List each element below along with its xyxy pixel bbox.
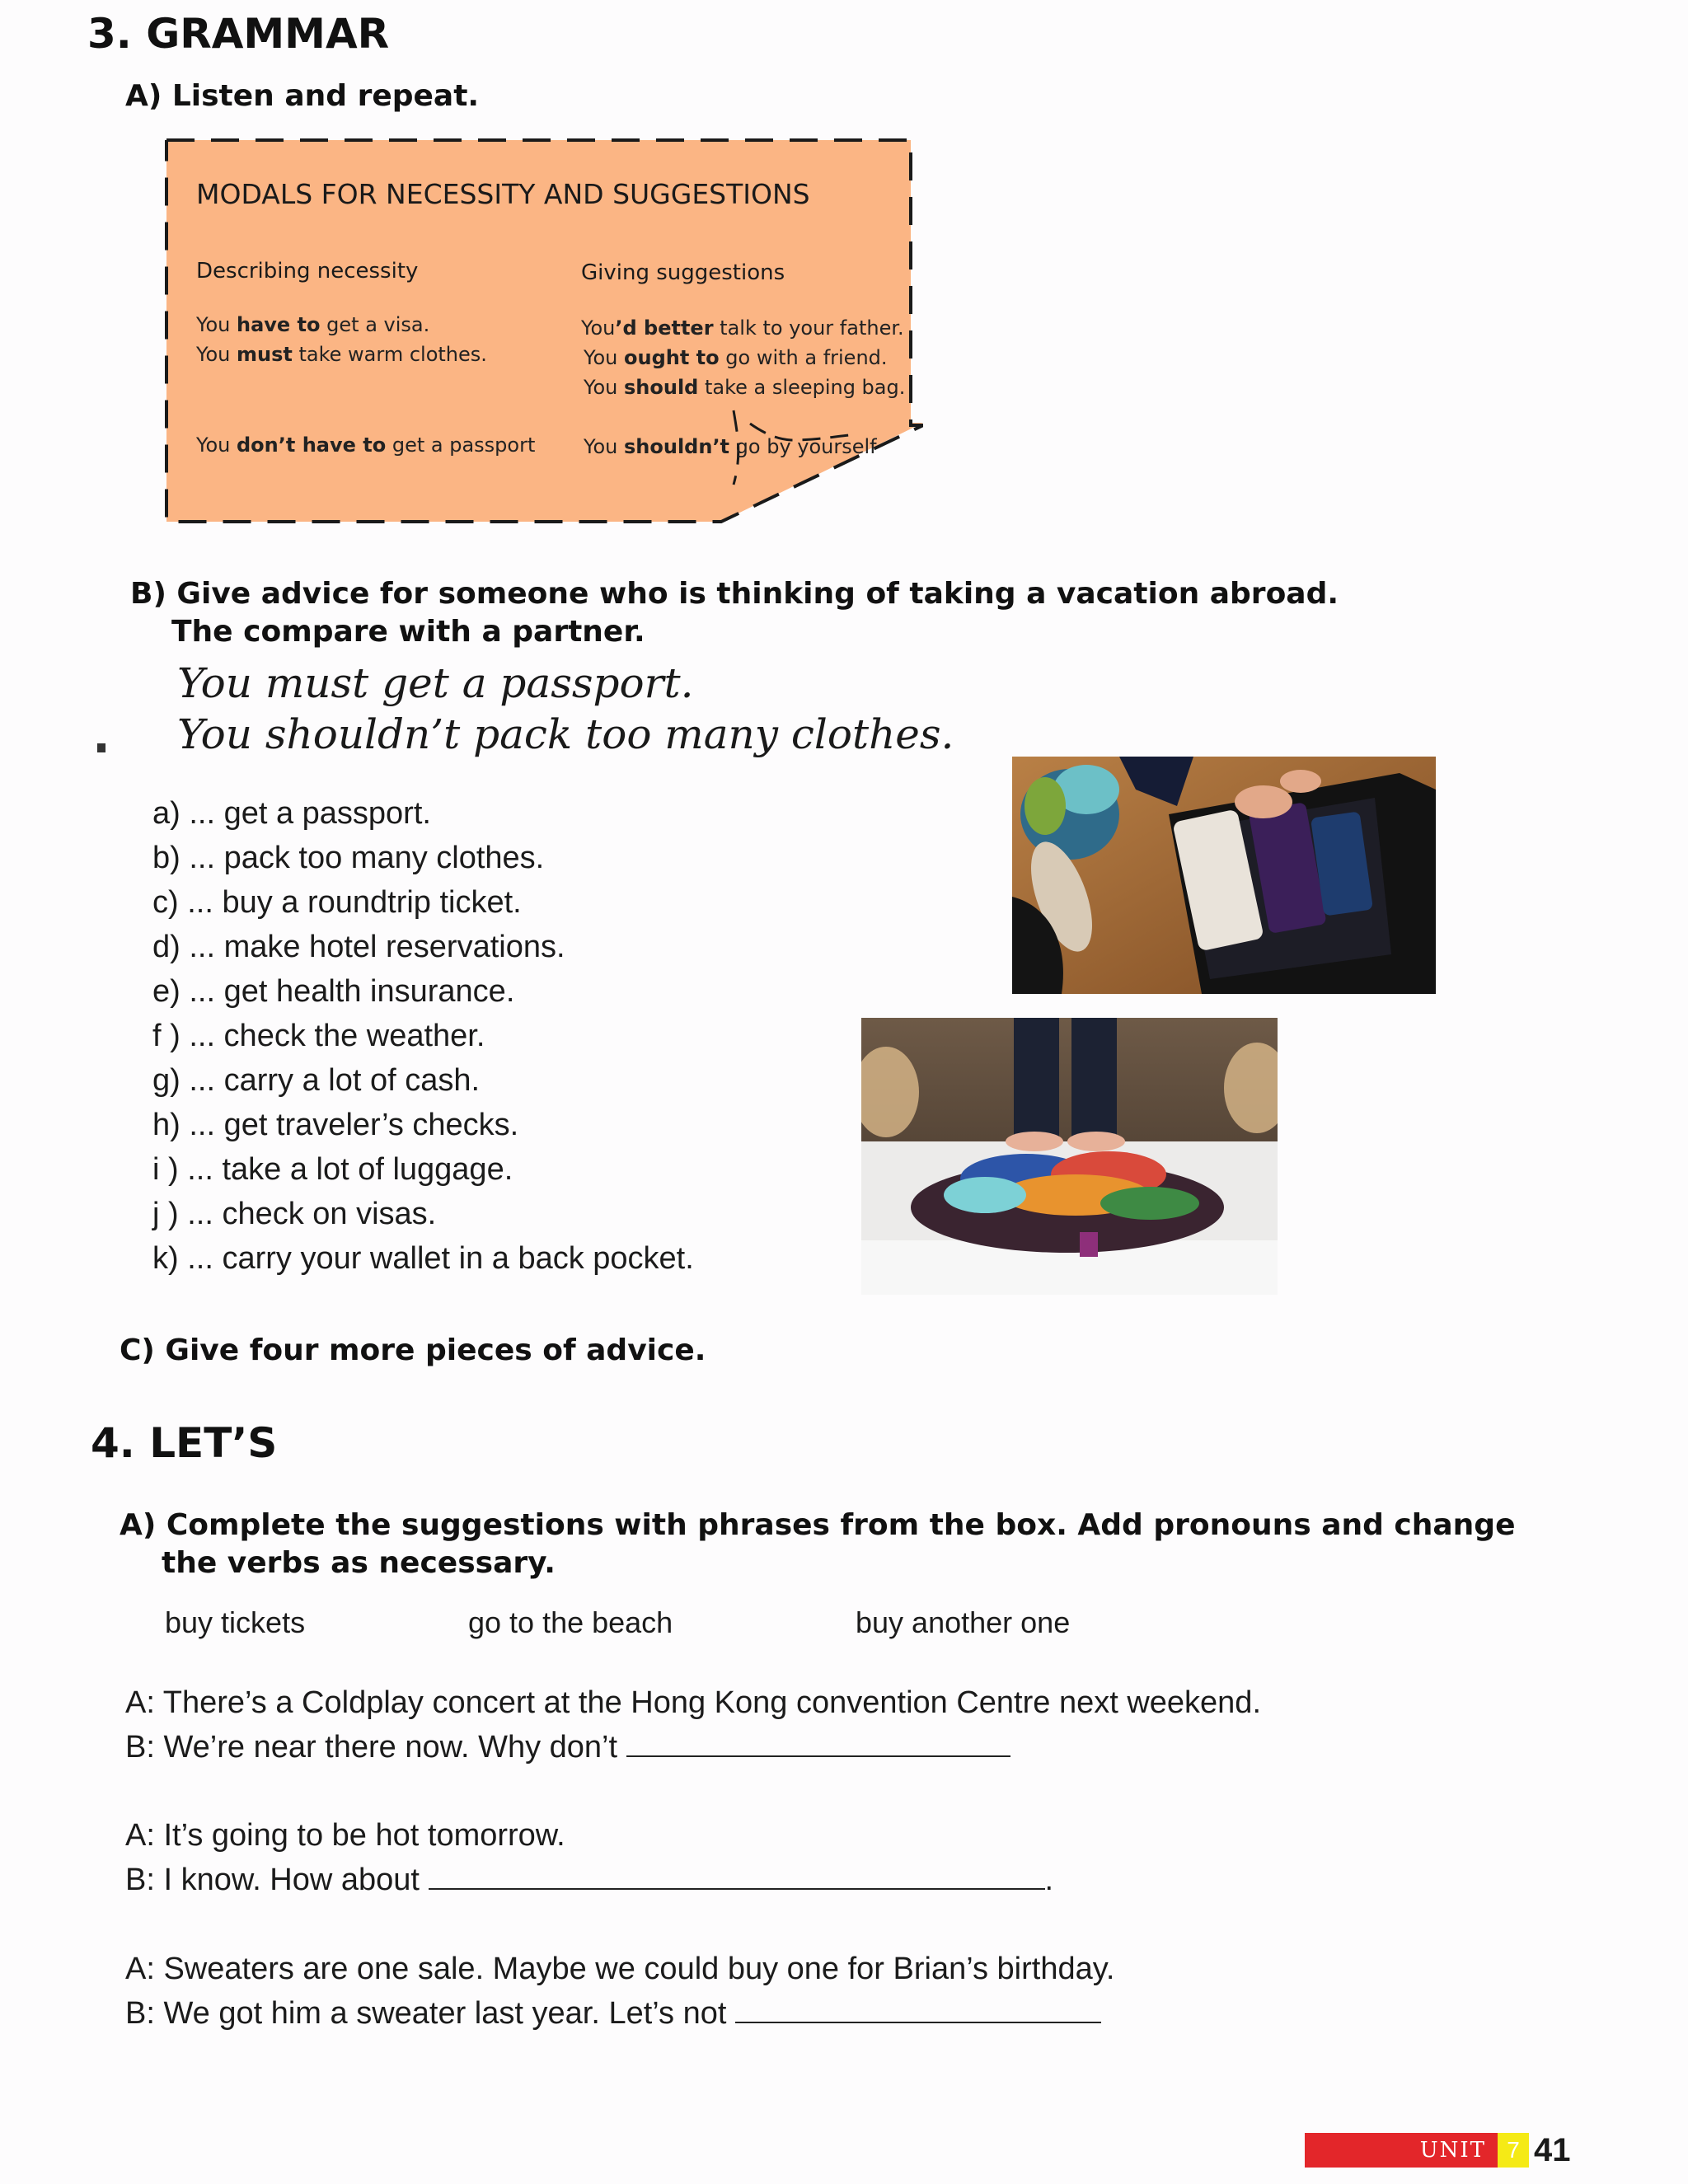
example-sentence: You shouldn’t pack too many clothes. xyxy=(177,710,954,758)
modals-grammar-box xyxy=(165,138,923,526)
necessity-example: You have to get a visa. xyxy=(196,313,430,336)
advice-list xyxy=(152,791,694,1281)
answer-blank[interactable] xyxy=(429,1862,1045,1890)
list-item: i ) ... take a lot of luggage. xyxy=(152,1152,513,1187)
section-title-lets: 4. LET’S xyxy=(91,1419,278,1467)
list-item: j ) ... check on visas. xyxy=(152,1197,437,1231)
phrase-box-word: buy tickets xyxy=(165,1605,306,1639)
suggestions-header: Giving suggestions xyxy=(581,260,785,285)
packing-suitcase-photo xyxy=(1012,757,1436,994)
part-a-title: A) Listen and repeat. xyxy=(125,79,480,113)
dialogue-line: A: It’s going to be hot tomorrow. xyxy=(125,1818,565,1853)
answer-blank[interactable] xyxy=(626,1729,1010,1757)
part-c-title: C) Give four more pieces of advice. xyxy=(120,1333,706,1367)
list-item: g) ... carry a lot of cash. xyxy=(152,1063,481,1098)
dialogue-line: B: We got him a sweater last year. Let’s not xyxy=(125,1991,1101,2036)
unit-footer xyxy=(1305,2133,1571,2168)
dialogue-line: A: Sweaters are one sale. Maybe we could buy one for Brian’s birthday. xyxy=(125,1952,1115,1986)
necessity-example: You don’t have to get a passport xyxy=(196,434,536,457)
list-item: b) ... pack too many clothes. xyxy=(152,841,545,875)
dialogue-line: A: There’s a Coldplay concert at the Hong Kong convention Centre next weekend. xyxy=(125,1685,1262,1720)
bullet-marker xyxy=(97,743,106,752)
necessity-example: You must take warm clothes. xyxy=(196,343,487,366)
overpacked-bag-photo xyxy=(861,1018,1278,1295)
answer-blank[interactable] xyxy=(735,1995,1101,2023)
suggestion-example: You should take a sleeping bag. xyxy=(584,376,906,399)
list-item: e) ... get health insurance. xyxy=(152,974,515,1009)
list-item: k) ... carry your wallet in a back pocket. xyxy=(152,1241,694,1276)
phrase-box-word: buy another one xyxy=(856,1605,1071,1639)
part-b-subtitle: The compare with a partner. xyxy=(171,615,645,649)
page-number: 41 xyxy=(1534,2132,1571,2168)
example-sentence: You must get a passport. xyxy=(177,659,694,707)
part-b-title: B) Give advice for someone who is thinking of taking a vacation abroad. xyxy=(130,577,1339,611)
list-item: a) ... get a passport. xyxy=(152,796,431,831)
list-item: d) ... make hotel reservations. xyxy=(152,930,565,964)
section4-part-a-subtitle: the verbs as necessary. xyxy=(162,1546,556,1580)
suggestion-example: You shouldn’t go by yourself xyxy=(584,435,877,458)
dialogue-line: B: I know. How about . xyxy=(125,1863,1054,1897)
list-item: h) ... get traveler’s checks. xyxy=(152,1108,519,1142)
list-item: f ) ... check the weather. xyxy=(152,1019,485,1053)
section4-part-a-title: A) Complete the suggestions with phrases from the box. Add pronouns and change xyxy=(120,1508,1516,1542)
unit-number: 7 xyxy=(1498,2133,1529,2168)
section-title-grammar: 3. GRAMMAR xyxy=(87,10,390,58)
list-item: c) ... buy a roundtrip ticket. xyxy=(152,885,522,920)
grammar-box-title: MODALS FOR NECESSITY AND SUGGESTIONS xyxy=(196,178,810,210)
dialogue-line: B: We’re near there now. Why don’t xyxy=(125,1725,1010,1769)
necessity-header: Describing necessity xyxy=(196,259,419,284)
suggestion-example: You’d better talk to your father. xyxy=(581,316,904,340)
suggestion-example: You ought to go with a friend. xyxy=(584,346,888,369)
phrase-box-word: go to the beach xyxy=(468,1605,673,1639)
unit-label: UNIT xyxy=(1305,2133,1498,2168)
